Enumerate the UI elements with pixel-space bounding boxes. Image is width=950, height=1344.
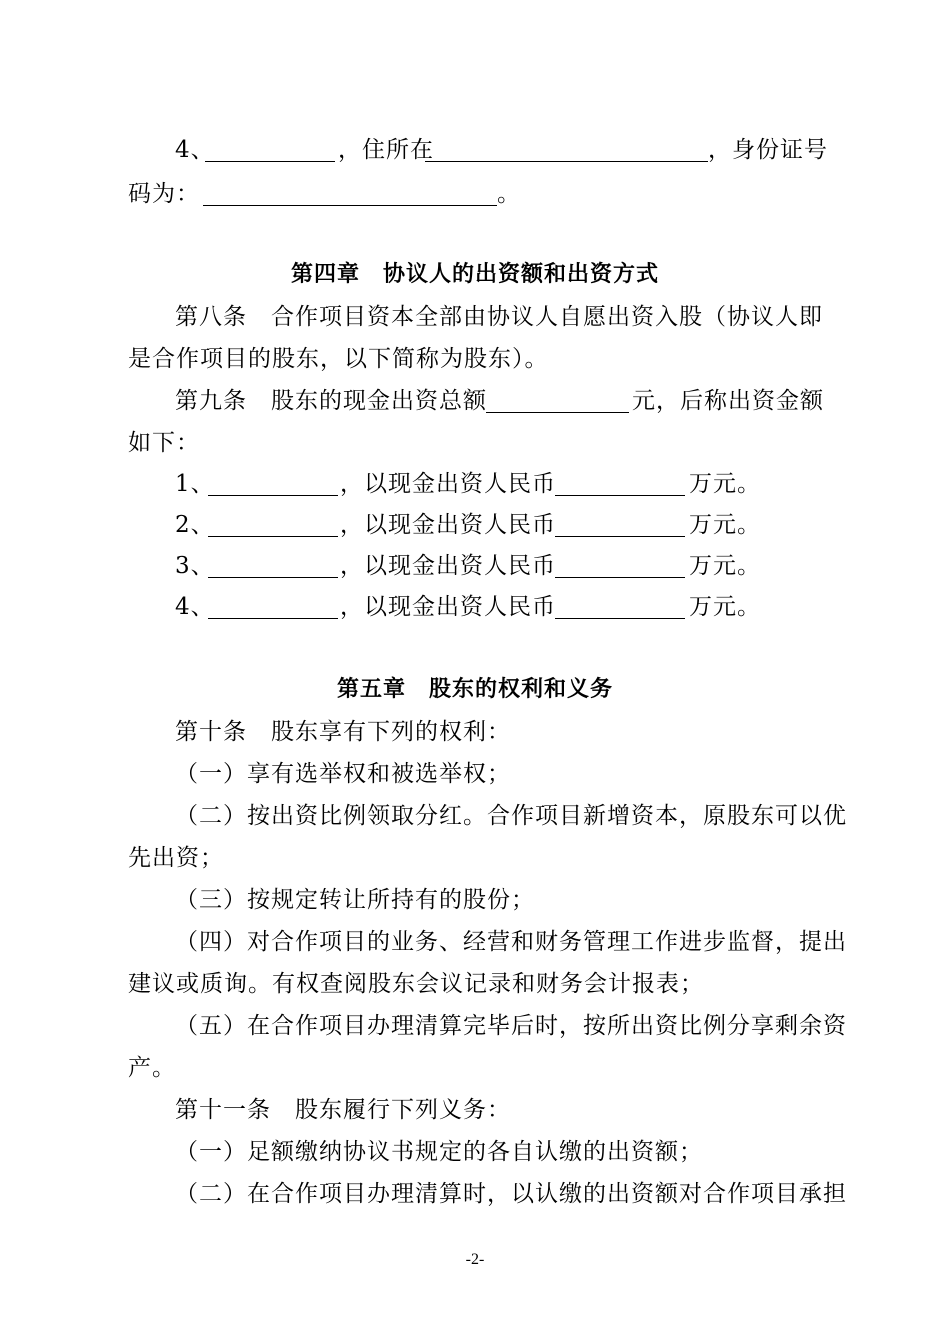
contribution-unit: 万元。 — [689, 594, 761, 620]
party-4-address-blank — [425, 161, 708, 162]
party-4-number: 4、 — [175, 137, 215, 163]
party-4-id-label: ，身份证号 — [708, 137, 828, 163]
article-8-line-1: 第八条 合作项目资本全部由协议人自愿出资入股（协议人即 — [175, 304, 823, 330]
chapter-4-title: 第四章 协议人的出资额和出资方式 — [290, 262, 659, 287]
contribution-amount-blank — [555, 536, 685, 537]
party-4-id-line — [0, 174, 950, 214]
contribution-row — [0, 587, 950, 627]
contributor-name-blank — [208, 577, 338, 578]
article-9-line-1 — [0, 381, 950, 421]
page-number: -2- — [465, 1251, 485, 1268]
contribution-unit: 万元。 — [689, 553, 761, 579]
contributor-name-blank — [208, 536, 338, 537]
party-4-name-blank — [205, 161, 335, 162]
right-4-line-2: 建议或质询。有权查阅股东会议记录和财务会计报表； — [128, 971, 704, 997]
duty-1: （一）足额缴纳协议书规定的各自认缴的出资额； — [175, 1139, 703, 1165]
article-9-line-2: 如下： — [128, 430, 200, 456]
total-capital-blank — [486, 412, 629, 413]
party-4-id-end: 。 — [497, 181, 521, 207]
contribution-row — [0, 546, 950, 586]
right-5-line-2: 产。 — [128, 1055, 176, 1081]
contribution-label: ，以现金出资人民币 — [340, 594, 556, 620]
article-9-prefix: 第九条 股东的现金出资总额 — [175, 388, 487, 414]
contribution-unit: 万元。 — [689, 512, 761, 538]
contribution-amount-blank — [555, 577, 685, 578]
right-5-line-1: （五）在合作项目办理清算完毕后时，按所出资比例分享剩余资 — [175, 1013, 847, 1039]
contribution-number: 1、 — [175, 471, 215, 497]
party-4-line — [0, 130, 950, 170]
party-4-id-blank — [203, 205, 497, 206]
right-1: （一）享有选举权和被选举权； — [175, 761, 511, 787]
contribution-amount-blank — [555, 495, 685, 496]
contributor-name-blank — [208, 495, 338, 496]
chapter-5-title: 第五章 股东的权利和义务 — [336, 677, 613, 702]
contribution-label: ，以现金出资人民币 — [340, 553, 556, 579]
contribution-number: 2、 — [175, 512, 215, 538]
party-4-id-prefix: 码为： — [128, 181, 200, 207]
contribution-label: ，以现金出资人民币 — [340, 471, 556, 497]
contribution-number: 3、 — [175, 553, 215, 579]
right-2-line-2: 先出资； — [128, 845, 224, 871]
contribution-row — [0, 505, 950, 545]
contribution-row — [0, 464, 950, 504]
contribution-label: ，以现金出资人民币 — [340, 512, 556, 538]
contribution-unit: 万元。 — [689, 471, 761, 497]
contribution-number: 4、 — [175, 594, 215, 620]
article-10-title: 第十条 股东享有下列的权利： — [175, 719, 511, 745]
article-9-suffix: 元，后称出资金额 — [632, 388, 824, 414]
contributor-name-blank — [208, 618, 338, 619]
article-8-line-2: 是合作项目的股东，以下简称为股东）。 — [128, 346, 549, 372]
right-4-line-1: （四）对合作项目的业务、经营和财务管理工作进步监督，提出 — [175, 929, 847, 955]
contribution-amount-blank — [555, 618, 685, 619]
article-11-title: 第十一条 股东履行下列义务： — [175, 1097, 511, 1123]
right-3: （三）按规定转让所持有的股份； — [175, 887, 535, 913]
right-2-line-1: （二）按出资比例领取分红。合作项目新增资本，原股东可以优 — [175, 803, 847, 829]
duty-2-line-1: （二）在合作项目办理清算时，以认缴的出资额对合作项目承担 — [175, 1181, 847, 1207]
party-4-residence-label: ，住所在 — [338, 137, 434, 163]
